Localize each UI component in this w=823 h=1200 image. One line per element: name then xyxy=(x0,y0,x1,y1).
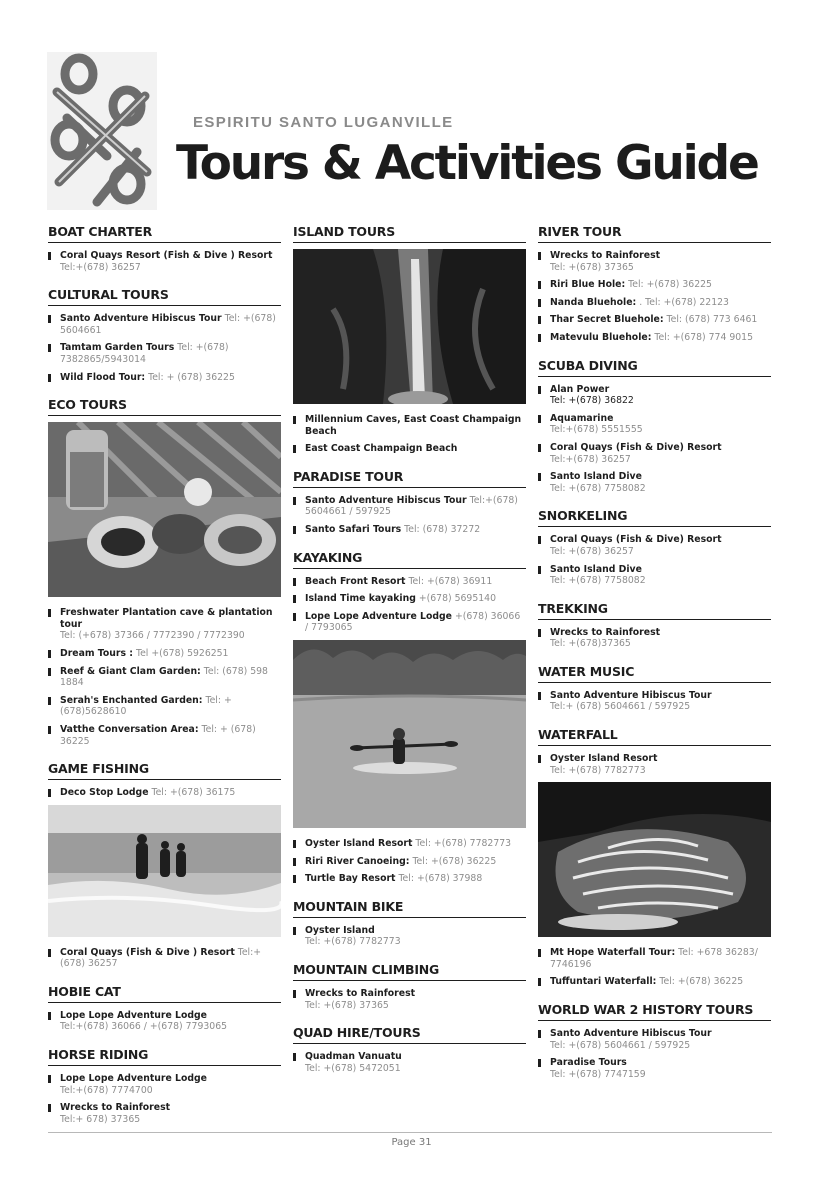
item-name: Wrecks to Rainforest xyxy=(550,626,661,638)
list-item xyxy=(48,648,281,660)
section-title: BOAT CHARTER xyxy=(48,224,281,243)
list-item xyxy=(48,250,281,273)
item-details: Tel: +(678) 36225 xyxy=(628,279,712,291)
item-name: Wrecks to Rainforest xyxy=(550,250,661,261)
list-item xyxy=(48,1102,281,1125)
item-name: Deco Stop Lodge xyxy=(60,787,149,799)
item-details: Tel: +(678) 37365 xyxy=(550,261,634,273)
item-details: Tel: +(678) 37988 xyxy=(398,873,483,885)
item-details: Tel:+ (678) 5604661 / 597925 xyxy=(550,701,691,713)
item-name: Coral Quays (Fish & Dive ) Resort xyxy=(60,946,235,958)
list-item xyxy=(48,666,281,689)
section-kayaking xyxy=(293,550,526,885)
item-name: Santo Adventure Hibiscus Tour xyxy=(550,689,712,701)
section-title: HOBIE CAT xyxy=(48,984,281,1003)
list-item xyxy=(538,690,771,713)
list-item xyxy=(293,988,526,1011)
item-details: Tel: +(678) 5472051 xyxy=(305,1062,401,1074)
item-name: Island Time kayaking xyxy=(305,593,416,605)
list-item xyxy=(538,976,771,988)
list-item xyxy=(538,471,771,494)
section-title: WATERFALL xyxy=(538,727,771,746)
list-item xyxy=(538,564,771,587)
item-details: Tel:+(678) 5551555 xyxy=(550,424,643,436)
cave-waterfall-photo xyxy=(293,249,526,404)
section-paradise-tour xyxy=(293,469,526,536)
section-trekking xyxy=(538,601,771,650)
list-item xyxy=(538,250,771,273)
list-item xyxy=(538,534,771,557)
item-name: Turtle Bay Resort xyxy=(305,873,396,885)
list-item xyxy=(293,925,526,948)
item-details: Tel:+(678) 36257 xyxy=(550,453,631,465)
item-name: Aquamarine xyxy=(550,412,614,424)
list-item xyxy=(293,524,526,536)
section-waterfall xyxy=(538,727,771,988)
section-cultural-tours xyxy=(48,287,281,383)
footer-divider xyxy=(48,1132,772,1133)
item-name: Tuffuntari Waterfall: xyxy=(550,976,657,988)
page-number: Page 31 xyxy=(391,1137,432,1148)
list-item xyxy=(538,1057,771,1080)
section-title: KAYAKING xyxy=(293,550,526,569)
section-title: QUAD HIRE/TOURS xyxy=(293,1025,526,1044)
list-item xyxy=(538,314,771,326)
section-title: RIVER TOUR xyxy=(538,224,771,243)
item-name: Santo Island Dive xyxy=(550,471,642,483)
item-details: Tel: + (678) 36225 xyxy=(148,371,235,383)
list-item xyxy=(293,443,526,455)
item-details: Tel: +(678) 36225 xyxy=(659,976,744,988)
divers-beach-photo xyxy=(48,805,281,937)
section-title: SCUBA DIVING xyxy=(538,358,771,377)
item-details: Tel: +(678) 7747159 xyxy=(550,1068,646,1080)
section-title: GAME FISHING xyxy=(48,761,281,780)
column-right xyxy=(538,224,771,1094)
item-name: Lope Lope Adventure Lodge xyxy=(305,610,452,622)
list-item xyxy=(538,384,771,407)
item-name: Santo Safari Tours xyxy=(305,523,402,535)
page-title: Tours & Activities Guide xyxy=(176,136,758,191)
list-item xyxy=(538,442,771,465)
section-title: SNORKELING xyxy=(538,508,771,527)
kayak-river-photo xyxy=(293,640,526,828)
section-quad-hire xyxy=(293,1025,526,1074)
item-details: Tel: +(678) 36225 xyxy=(412,855,497,867)
section-title: WATER MUSIC xyxy=(538,664,771,683)
list-item xyxy=(538,753,771,776)
item-details: Tel +(678) 5926251 xyxy=(135,647,229,659)
item-details: +(678) 5695140 xyxy=(418,593,496,605)
list-item xyxy=(48,787,281,799)
list-item xyxy=(293,873,526,885)
list-item xyxy=(48,1010,281,1033)
item-name: Riri River Canoeing: xyxy=(305,855,410,867)
list-item xyxy=(293,838,526,850)
list-item xyxy=(538,947,771,970)
section-title: HORSE RIDING xyxy=(48,1047,281,1066)
item-name: Santo Adventure Hibiscus Tour xyxy=(550,1028,712,1040)
item-name: Vatthe Conversation Area: xyxy=(60,723,199,735)
column-left xyxy=(48,224,281,1139)
list-item xyxy=(538,413,771,436)
item-details: Tel: +(678) 36175 xyxy=(151,787,236,799)
item-details: Tel: + (678) 36225 xyxy=(60,723,256,747)
waterfall-photo xyxy=(538,782,771,937)
item-details: Tel: +(678) 36257 xyxy=(550,545,634,557)
list-item xyxy=(293,856,526,868)
list-item xyxy=(293,1051,526,1074)
item-details: Tel: +(678) 7782773 xyxy=(415,837,512,849)
list-item xyxy=(48,695,281,718)
section-title: ECO TOURS xyxy=(48,397,281,416)
list-item xyxy=(48,342,281,365)
header-kicker: ESPIRITU SANTO LUGANVILLE xyxy=(193,114,454,131)
item-name: Lope Lope Adventure Lodge xyxy=(60,1073,207,1085)
column-middle xyxy=(293,224,526,1088)
section-scuba-diving xyxy=(538,358,771,495)
list-item xyxy=(538,627,771,650)
item-details: Tel: +(678) 5604661 xyxy=(60,313,276,336)
section-title: ISLAND TOURS xyxy=(293,224,526,243)
item-name: Beach Front Resort xyxy=(305,575,406,587)
section-eco-tours xyxy=(48,397,281,747)
section-snorkeling xyxy=(538,508,771,586)
item-name: Nanda Bluehole: xyxy=(550,296,637,308)
oyster-photo xyxy=(48,422,281,597)
item-name: Wrecks to Rainforest xyxy=(60,1102,171,1114)
item-name: Thar Secret Bluehole: xyxy=(550,314,664,326)
item-details: Tel: +(678) 5604661 / 597925 xyxy=(550,1039,691,1051)
item-name: Tamtam Garden Tours xyxy=(60,342,175,354)
item-name: East Coast Champaign Beach xyxy=(305,443,458,455)
item-name: Serah's Enchanted Garden: xyxy=(60,694,203,706)
list-item xyxy=(538,332,771,344)
item-name: Santo Island Dive xyxy=(550,563,642,575)
section-title: MOUNTAIN BIKE xyxy=(293,899,526,918)
item-details: Tel: +(678) 7382865/5943014 xyxy=(60,342,229,365)
section-horse-riding xyxy=(48,1047,281,1125)
item-name: Santo Adventure Hibiscus Tour xyxy=(305,494,467,506)
item-details: Tel:+(678) 36257 xyxy=(60,261,141,273)
knot-logo xyxy=(47,52,157,210)
list-item xyxy=(48,947,281,970)
item-details: . Tel: +(678) 22123 xyxy=(639,296,729,308)
section-river-tour xyxy=(538,224,771,344)
section-mountain-climbing xyxy=(293,962,526,1011)
section-title: PARADISE TOUR xyxy=(293,469,526,488)
item-name: Dream Tours : xyxy=(60,647,133,659)
item-details: Tel: +(678) 7782773 xyxy=(305,936,401,948)
list-item xyxy=(293,414,526,437)
item-details: Tel:+(678) 5604661 / 597925 xyxy=(305,494,518,518)
section-boat-charter xyxy=(48,224,281,273)
list-item xyxy=(538,297,771,309)
section-title: TREKKING xyxy=(538,601,771,620)
item-name: Oyster Island xyxy=(305,924,375,936)
item-name: Santo Adventure Hibiscus Tour xyxy=(60,313,222,325)
item-details: Tel:+(678) 7774700 xyxy=(60,1084,153,1096)
item-details: Tel: +(678) 7758082 xyxy=(550,575,646,587)
list-item xyxy=(48,372,281,384)
item-name: Coral Quays (Fish & Dive) Resort xyxy=(550,441,722,453)
list-item xyxy=(538,1028,771,1051)
item-name: Oyster Island Resort xyxy=(550,753,658,765)
list-item xyxy=(48,724,281,747)
section-title: MOUNTAIN CLIMBING xyxy=(293,962,526,981)
item-name: Riri Blue Hole: xyxy=(550,279,626,291)
list-item xyxy=(538,279,771,291)
item-details: Tel:+(678) 36257 xyxy=(60,946,262,970)
section-title: CULTURAL TOURS xyxy=(48,287,281,306)
item-details: Tel: +(678)37365 xyxy=(550,638,631,650)
item-name: Lope Lope Adventure Lodge xyxy=(60,1009,207,1021)
section-title: WORLD WAR 2 HISTORY TOURS xyxy=(538,1002,771,1021)
section-ww2-history-tours xyxy=(538,1002,771,1080)
item-details: Tel: +(678) 37365 xyxy=(305,999,389,1011)
list-item xyxy=(293,495,526,518)
item-details: Tel: (678) 598 1884 xyxy=(60,665,268,689)
item-details: Tel: +(678) 36822 xyxy=(550,395,634,407)
item-name: Millennium Caves, East Coast Champaign Beach xyxy=(305,414,522,437)
item-details: Tel: (678) 773 6461 xyxy=(666,314,758,326)
list-item xyxy=(293,593,526,605)
item-name: Paradise Tours xyxy=(550,1057,627,1069)
item-details: Tel:+ 678) 37365 xyxy=(60,1113,141,1125)
item-details: Tel: +(678) 36911 xyxy=(408,575,493,587)
item-details: Tel: +(678) 774 9015 xyxy=(654,331,753,343)
section-game-fishing xyxy=(48,761,281,970)
item-name: Wrecks to Rainforest xyxy=(305,987,416,999)
list-item xyxy=(48,313,281,336)
section-mountain-bike xyxy=(293,899,526,948)
list-item xyxy=(293,611,526,634)
item-details: Tel: (678) 37272 xyxy=(404,523,481,535)
item-name: Quadman Vanuatu xyxy=(305,1051,402,1063)
item-name: Matevulu Bluehole: xyxy=(550,331,652,343)
section-water-music xyxy=(538,664,771,713)
item-details: Tel: +(678)5628610 xyxy=(60,694,232,718)
item-details: Tel:+(678) 36066 / +(678) 7793065 xyxy=(60,1021,228,1033)
item-details: Tel: (+678) 37366 / 7772390 / 7772390 xyxy=(60,630,245,642)
item-name: Alan Power xyxy=(550,383,610,395)
item-name: Coral Quays (Fish & Dive) Resort xyxy=(550,534,722,546)
item-name: Oyster Island Resort xyxy=(305,837,413,849)
list-item xyxy=(48,1073,281,1096)
item-details: Tel: +(678) 7758082 xyxy=(550,482,646,494)
item-name: Freshwater Plantation cave & plantation tour xyxy=(60,607,273,630)
item-name: Coral Quays Resort (Fish & Dive ) Resort xyxy=(60,250,273,261)
item-details: Tel: +(678) 7782773 xyxy=(550,764,646,776)
item-details: +(678) 36066 / 7793065 xyxy=(305,610,521,634)
section-hobie-cat xyxy=(48,984,281,1033)
section-island-tours xyxy=(293,224,526,455)
list-item xyxy=(48,607,281,642)
item-name: Mt Hope Waterfall Tour: xyxy=(550,947,676,959)
list-item xyxy=(293,576,526,588)
item-name: Wild Flood Tour: xyxy=(60,371,146,383)
item-name: Reef & Giant Clam Garden: xyxy=(60,665,201,677)
item-details: Tel: +678 36283/ 7746196 xyxy=(550,947,758,970)
